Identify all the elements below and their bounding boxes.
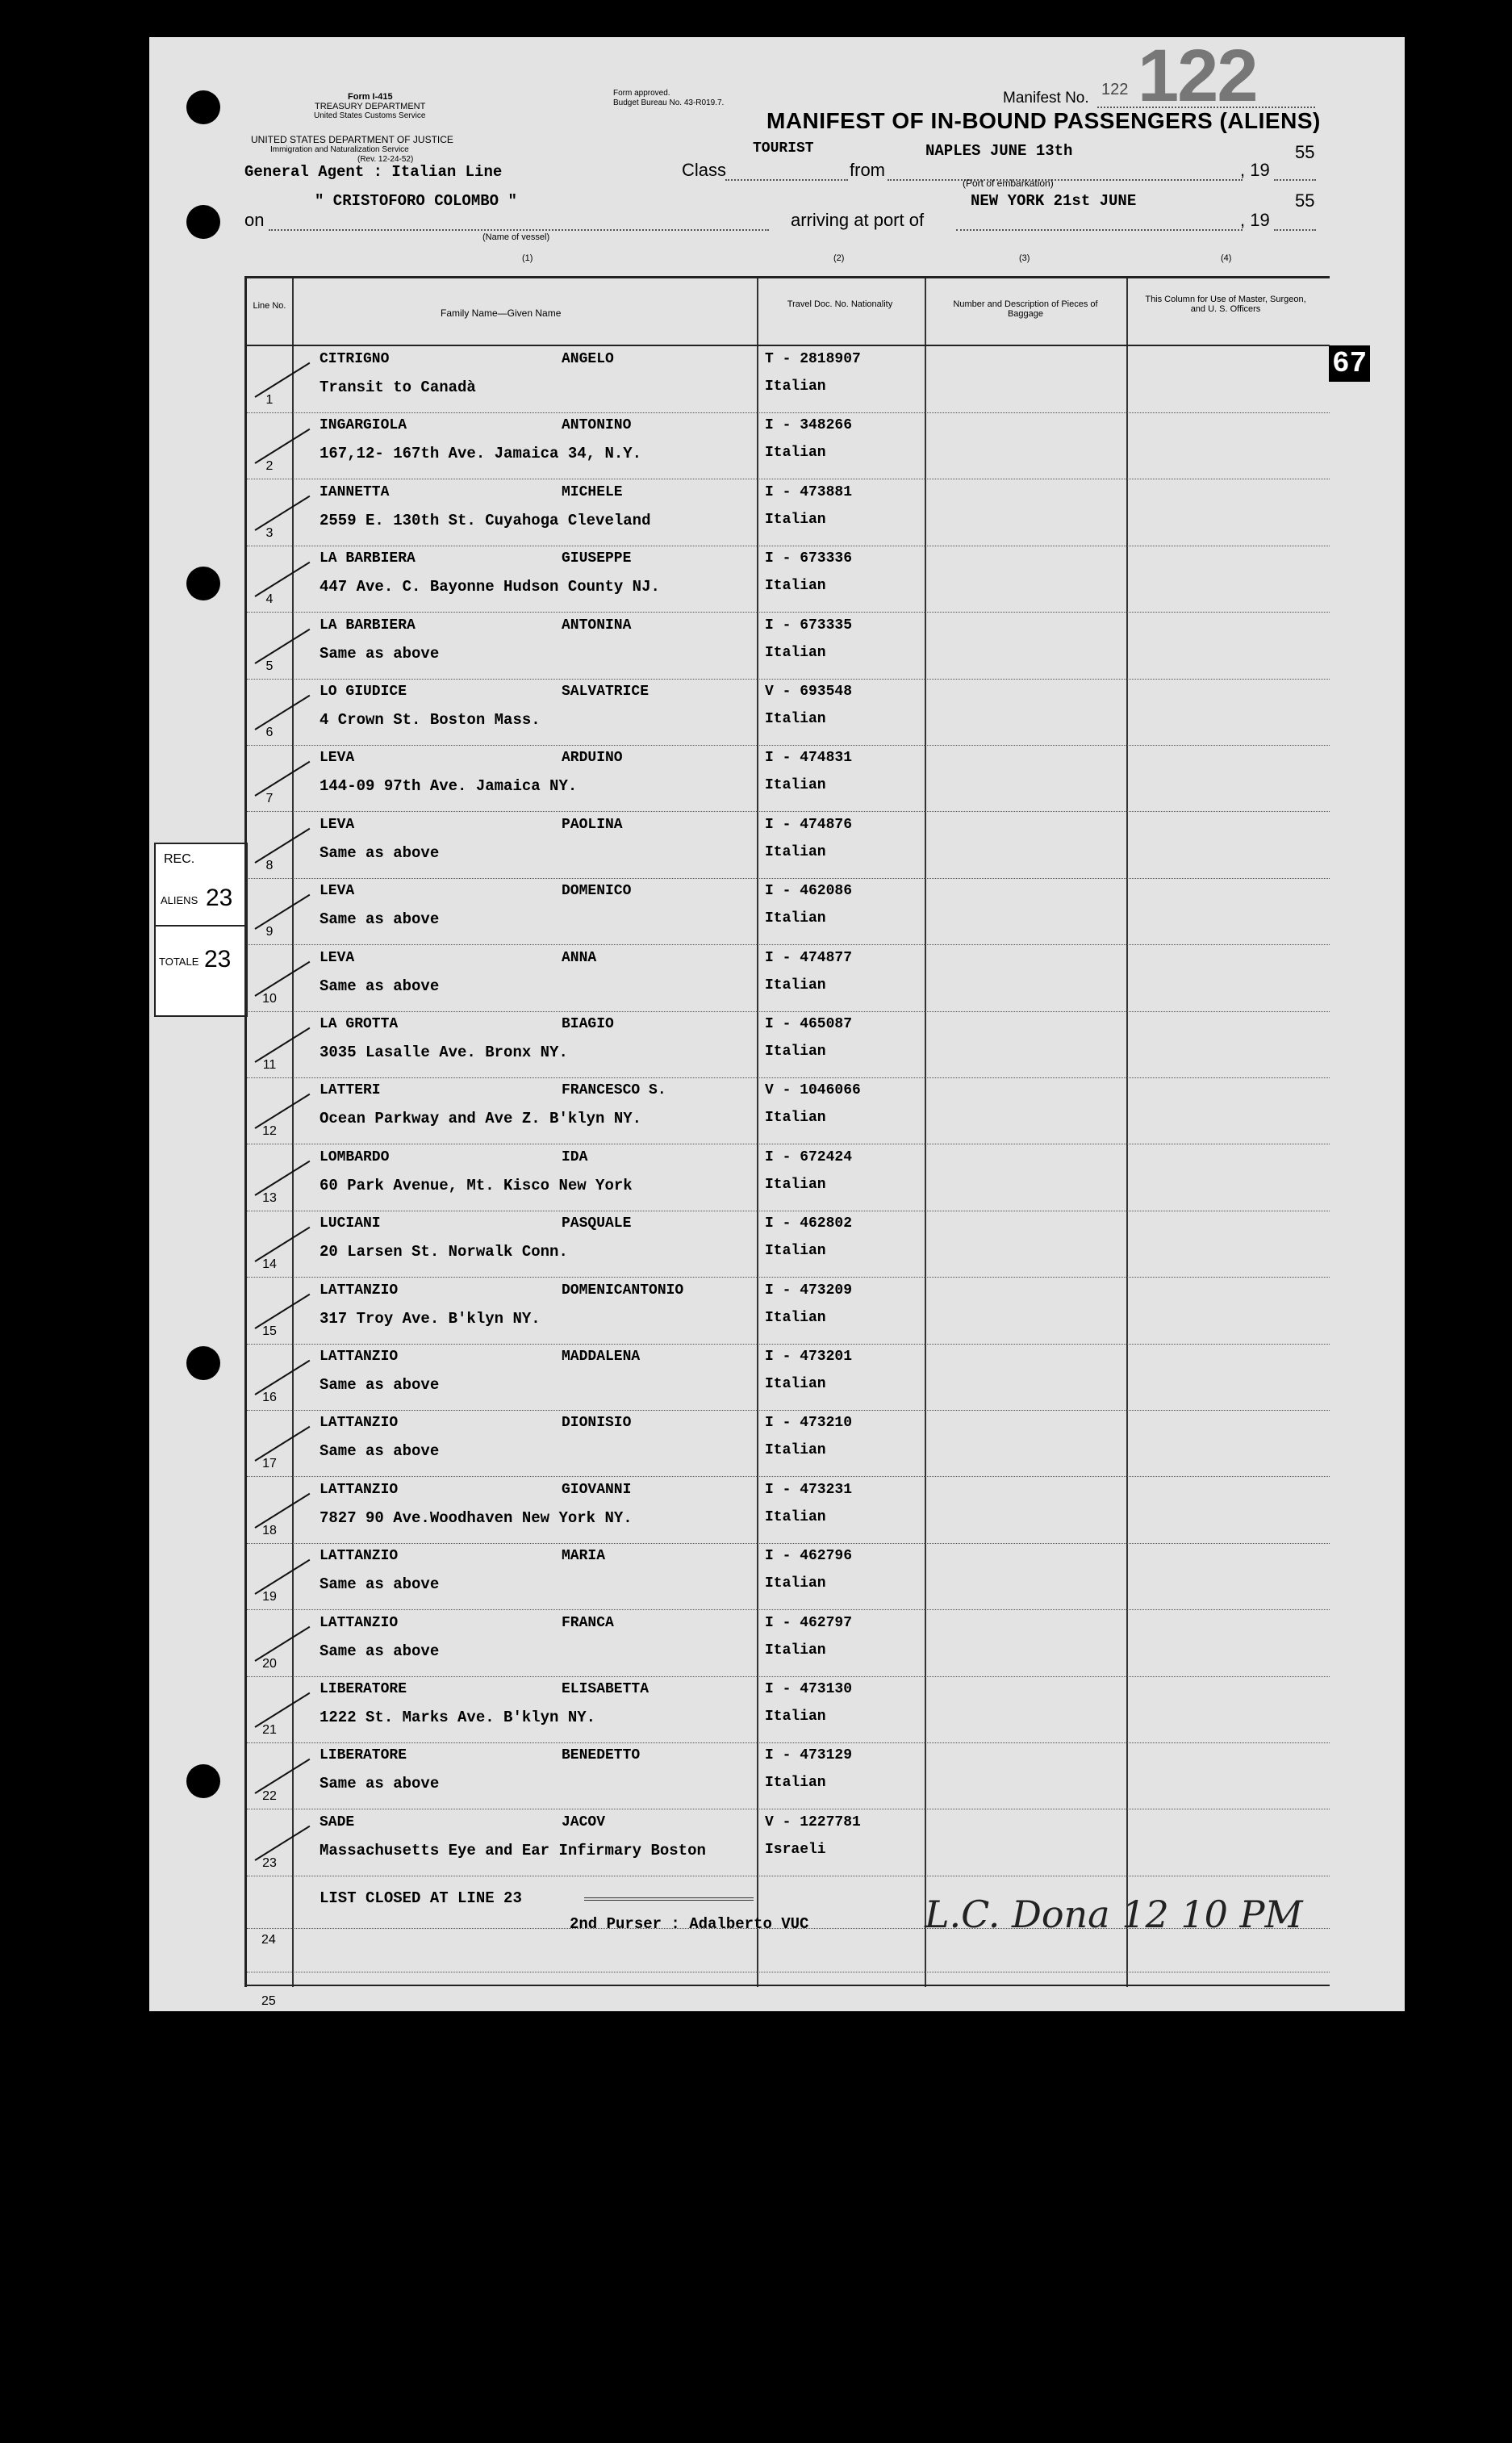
- nationality: Italian: [765, 1110, 826, 1127]
- travel-doc-no: I - 672424: [765, 1148, 853, 1165]
- family-name: LUCIANI: [320, 1215, 381, 1232]
- line-number: 19: [262, 1590, 277, 1604]
- address: Same as above: [320, 644, 440, 663]
- family-name: LATTANZIO: [320, 1614, 399, 1631]
- row-divider: [247, 745, 1330, 746]
- given-name: JACOV: [562, 1813, 606, 1830]
- row-divider: [247, 1077, 1330, 1078]
- table-row: [247, 1079, 1330, 1145]
- given-name: ANNA: [562, 949, 597, 966]
- nationality: Italian: [765, 445, 826, 462]
- family-name: CITRIGNO: [320, 351, 390, 367]
- nationality: Italian: [765, 1044, 826, 1060]
- table-row: [247, 1013, 1330, 1079]
- table-row: [247, 1146, 1330, 1212]
- address: Massachusetts Eye and Ear Infirmary Boston: [320, 1841, 706, 1859]
- travel-doc-no: I - 462796: [765, 1548, 853, 1565]
- row-divider: [247, 878, 1330, 879]
- binder-hole: [186, 1346, 220, 1380]
- line-number: 5: [265, 659, 274, 673]
- row-divider: [247, 1277, 1330, 1278]
- travel-doc-no: I - 473201: [765, 1349, 853, 1365]
- table-row: [247, 547, 1330, 613]
- given-name: ANTONINA: [562, 617, 632, 634]
- address: 2559 E. 130th St. Cuyahoga Cleveland: [320, 511, 651, 529]
- customs-service: United States Customs Service: [314, 111, 426, 120]
- address: Same as above: [320, 1642, 440, 1660]
- given-name: FRANCESCO S.: [562, 1082, 666, 1099]
- address: 7827 90 Ave.Woodhaven New York NY.: [320, 1508, 633, 1527]
- nationality: Italian: [765, 910, 826, 927]
- address: Same as above: [320, 1376, 440, 1394]
- travel-doc-no: I - 462086: [765, 883, 853, 900]
- address: Same as above: [320, 1775, 440, 1793]
- table-row: [247, 1479, 1330, 1545]
- from-label: from: [850, 160, 885, 180]
- nationality: Italian: [765, 1309, 826, 1326]
- nationality: Italian: [765, 843, 826, 860]
- address: Same as above: [320, 843, 440, 862]
- arriving-value: NEW YORK 21st JUNE: [971, 192, 1137, 210]
- general-agent: General Agent : Italian Line: [244, 163, 503, 181]
- header-travel-doc: Travel Doc. No. Nationality: [787, 299, 893, 309]
- nationality: Italian: [765, 777, 826, 794]
- table-row: [247, 947, 1330, 1013]
- line-number: 14: [262, 1257, 277, 1272]
- total-value: 23: [204, 946, 232, 973]
- row-divider: [247, 679, 1330, 680]
- row-divider: [247, 1609, 1330, 1610]
- travel-doc-no: I - 673335: [765, 617, 853, 634]
- line-number: 7: [265, 792, 274, 806]
- family-name: LEVA: [320, 883, 355, 900]
- nationality: Italian: [765, 578, 826, 595]
- col-num-4: (4): [1221, 253, 1232, 263]
- given-name: GIOVANNI: [562, 1481, 632, 1498]
- given-name: MARIA: [562, 1548, 606, 1565]
- table-row: [247, 481, 1330, 547]
- given-name: GIUSEPPE: [562, 550, 632, 567]
- travel-doc-no: V - 693548: [765, 684, 853, 700]
- family-name: LA BARBIERA: [320, 550, 416, 567]
- family-name: LEVA: [320, 816, 355, 833]
- line-number: 13: [262, 1190, 277, 1205]
- ins-service: Immigration and Naturalization Service: [270, 145, 409, 154]
- table-row: [247, 1678, 1330, 1744]
- line-number-24: 24: [261, 1933, 276, 1947]
- given-name: PAOLINA: [562, 816, 623, 833]
- travel-doc-no: V - 1046066: [765, 1082, 861, 1099]
- row-divider: [247, 811, 1330, 812]
- family-name: LATTANZIO: [320, 1481, 399, 1498]
- total-label: TOTALE: [159, 956, 199, 968]
- address: 20 Larsen St. Norwalk Conn.: [320, 1243, 568, 1261]
- address: 3035 Lasalle Ave. Bronx NY.: [320, 1044, 568, 1061]
- travel-doc-no: I - 473231: [765, 1481, 853, 1498]
- from-value: NAPLES JUNE 13th: [925, 142, 1073, 160]
- revision: (Rev. 12-24-52): [357, 155, 414, 164]
- line-number: 23: [262, 1855, 277, 1870]
- family-name: LATTANZIO: [320, 1282, 399, 1299]
- address: 144-09 97th Ave. Jamaica NY.: [320, 777, 578, 796]
- family-name: LEVA: [320, 949, 355, 966]
- list-closed: LIST CLOSED AT LINE 23: [320, 1889, 522, 1907]
- line-number: 21: [262, 1723, 277, 1737]
- header-baggage: Number and Description of Pieces of Baggage: [953, 299, 1098, 319]
- given-name: DIONISIO: [562, 1415, 632, 1432]
- nationality: Italian: [765, 379, 826, 395]
- officer-signature: L.C. Dona 12 10 PM: [925, 1893, 1303, 1936]
- given-name: IDA: [562, 1148, 588, 1165]
- given-name: ANGELO: [562, 351, 614, 367]
- line-number: 8: [265, 858, 274, 872]
- line-number: 4: [265, 592, 274, 607]
- year-prefix-1: , 19: [1240, 160, 1270, 180]
- address: 447 Ave. C. Bayonne Hudson County NJ.: [320, 578, 660, 596]
- table-row: [247, 1545, 1330, 1611]
- table-row: [247, 1412, 1330, 1478]
- family-name: LO GIUDICE: [320, 684, 407, 700]
- class-value: TOURIST: [753, 140, 814, 157]
- given-name: MADDALENA: [562, 1349, 641, 1365]
- line-number: 11: [262, 1058, 277, 1072]
- travel-doc-no: I - 348266: [765, 417, 853, 434]
- line-number: 17: [262, 1457, 277, 1471]
- address: Same as above: [320, 1442, 440, 1461]
- manifest-no-stamp: 122: [1138, 35, 1257, 117]
- nationality: Italian: [765, 711, 826, 727]
- travel-doc-no: I - 473881: [765, 483, 853, 500]
- address: Same as above: [320, 910, 440, 929]
- address: 4 Crown St. Boston Mass.: [320, 711, 541, 729]
- line-number: 10: [262, 991, 277, 1006]
- binder-hole: [186, 1764, 220, 1798]
- given-name: PASQUALE: [562, 1215, 632, 1232]
- row-divider: [247, 1410, 1330, 1411]
- aliens-label: ALIENS: [161, 894, 198, 906]
- travel-doc-no: I - 473129: [765, 1747, 853, 1764]
- address: Transit to Canadà: [320, 379, 476, 396]
- header-master: This Column for Use of Master, Surgeon, and U. S. Officers: [1145, 295, 1306, 314]
- given-name: ANTONINO: [562, 417, 632, 434]
- line-number: 16: [262, 1391, 277, 1404]
- travel-doc-no: I - 465087: [765, 1016, 853, 1032]
- manifest-table: [244, 276, 1330, 2008]
- vessel-name: " CRISTOFORO COLOMBO ": [315, 192, 517, 210]
- row-divider: [247, 1742, 1330, 1743]
- family-name: LA BARBIERA: [320, 617, 416, 634]
- year-1: 55: [1295, 142, 1315, 162]
- row-divider: [247, 412, 1330, 413]
- travel-doc-no: V - 1227781: [765, 1813, 861, 1830]
- address: Ocean Parkway and Ave Z. B'klyn NY.: [320, 1110, 642, 1128]
- family-name: LATTANZIO: [320, 1548, 399, 1565]
- row-divider: [247, 1476, 1330, 1477]
- given-name: DOMENICANTONIO: [562, 1282, 684, 1299]
- table-row: [247, 747, 1330, 813]
- year-prefix-2: , 19: [1240, 210, 1270, 230]
- line-number: 22: [262, 1789, 277, 1804]
- table-row: [247, 1212, 1330, 1278]
- table-row: [247, 414, 1330, 480]
- col-num-1: (1): [522, 253, 533, 263]
- budget-bureau: Budget Bureau No. 43-R019.7.: [613, 98, 725, 107]
- line-number-25: 25: [261, 1994, 276, 2008]
- table-row: [247, 614, 1330, 680]
- given-name: ARDUINO: [562, 750, 623, 767]
- vessel-caption: (Name of vessel): [482, 232, 550, 242]
- manifest-no-typed: 122: [1101, 81, 1129, 98]
- travel-doc-no: I - 473210: [765, 1415, 853, 1432]
- col-num-3: (3): [1019, 253, 1030, 263]
- binder-hole: [186, 205, 220, 239]
- nationality: Italian: [765, 1508, 826, 1525]
- given-name: BIAGIO: [562, 1016, 614, 1032]
- header-line-no: Line No.: [253, 301, 286, 311]
- manifest-no-label: Manifest No.: [1003, 90, 1089, 107]
- row-divider: [247, 1543, 1330, 1544]
- col-num-2: (2): [833, 253, 845, 263]
- family-name: IANNETTA: [320, 483, 390, 500]
- given-name: DOMENICO: [562, 883, 632, 900]
- nationality: Italian: [765, 511, 826, 528]
- family-name: LIBERATORE: [320, 1747, 407, 1764]
- family-name: INGARGIOLA: [320, 417, 407, 434]
- on-label: on: [244, 210, 265, 230]
- table-row: [247, 1811, 1330, 1877]
- table-row: [247, 348, 1330, 414]
- line-number: 20: [262, 1656, 277, 1671]
- line-number: 12: [262, 1124, 277, 1139]
- port-embarkation-caption: (Port of embarkation): [963, 178, 1054, 189]
- sheet-number: 67: [1329, 345, 1370, 382]
- table-row: [247, 1279, 1330, 1345]
- row-divider: [247, 944, 1330, 945]
- nationality: Italian: [765, 1442, 826, 1459]
- purser: 2nd Purser : Adalberto VUC: [570, 1915, 809, 1933]
- travel-doc-no: I - 474831: [765, 750, 853, 767]
- form-approved: Form approved.: [613, 89, 670, 98]
- manifest-title: MANIFEST OF IN-BOUND PASSENGERS (ALIENS): [766, 108, 1321, 133]
- receipt-stamp: [154, 843, 248, 1017]
- address: 167,12- 167th Ave. Jamaica 34, N.Y.: [320, 445, 642, 463]
- nationality: Israeli: [765, 1841, 826, 1858]
- given-name: MICHELE: [562, 483, 623, 500]
- line-number: 1: [265, 393, 274, 407]
- given-name: ELISABETTA: [562, 1681, 649, 1697]
- row-divider: [247, 1676, 1330, 1677]
- header-name: Family Name—Given Name: [441, 307, 562, 319]
- table-row: [247, 1744, 1330, 1810]
- nationality: Italian: [765, 977, 826, 994]
- travel-doc-no: I - 473209: [765, 1282, 853, 1299]
- table-row: [247, 814, 1330, 880]
- address: Same as above: [320, 1575, 440, 1594]
- nationality: Italian: [765, 1376, 826, 1392]
- address: 317 Troy Ave. B'klyn NY.: [320, 1309, 541, 1328]
- treasury-department: TREASURY DEPARTMENT: [315, 102, 426, 111]
- binder-hole: [186, 567, 220, 600]
- family-name: LOMBARDO: [320, 1148, 390, 1165]
- family-name: LATTANZIO: [320, 1415, 399, 1432]
- line-number: 18: [262, 1523, 277, 1537]
- nationality: Italian: [765, 1775, 826, 1792]
- table-row: [247, 1345, 1330, 1412]
- manifest-page: [149, 37, 1405, 2011]
- address: 60 Park Avenue, Mt. Kisco New York: [320, 1176, 633, 1194]
- family-name: LA GROTTA: [320, 1016, 399, 1032]
- line-number: 9: [265, 925, 274, 939]
- rec-label: REC.: [164, 852, 195, 866]
- aliens-value: 23: [206, 885, 233, 911]
- form-number: Form I-415: [348, 92, 393, 102]
- line-number: 2: [265, 459, 274, 474]
- family-name: LATTANZIO: [320, 1349, 399, 1365]
- row-divider: [247, 612, 1330, 613]
- nationality: Italian: [765, 644, 826, 661]
- dept-justice: UNITED STATES DEPARTMENT OF JUSTICE: [251, 134, 453, 145]
- nationality: Italian: [765, 1709, 826, 1725]
- travel-doc-no: I - 673336: [765, 550, 853, 567]
- table-row: [247, 1612, 1330, 1678]
- nationality: Italian: [765, 1243, 826, 1260]
- nationality: Italian: [765, 1642, 826, 1659]
- family-name: LIBERATORE: [320, 1681, 407, 1697]
- family-name: SADE: [320, 1813, 355, 1830]
- travel-doc-no: I - 473130: [765, 1681, 853, 1697]
- class-label: Class: [682, 160, 727, 180]
- line-number: 6: [265, 726, 274, 739]
- travel-doc-no: I - 474877: [765, 949, 853, 966]
- family-name: LEVA: [320, 750, 355, 767]
- row-divider: [247, 1344, 1330, 1345]
- line-number: 15: [262, 1324, 277, 1338]
- travel-doc-no: I - 462797: [765, 1614, 853, 1631]
- given-name: FRANCA: [562, 1614, 614, 1631]
- given-name: BENEDETTO: [562, 1747, 641, 1764]
- given-name: SALVATRICE: [562, 684, 649, 700]
- family-name: LATTERI: [320, 1082, 381, 1099]
- travel-doc-no: T - 2818907: [765, 351, 861, 367]
- address: 1222 St. Marks Ave. B'klyn NY.: [320, 1709, 596, 1726]
- nationality: Italian: [765, 1176, 826, 1193]
- binder-hole: [186, 90, 220, 124]
- address: Same as above: [320, 977, 440, 995]
- travel-doc-no: I - 474876: [765, 816, 853, 833]
- line-number: 3: [265, 525, 274, 540]
- year-2: 55: [1295, 190, 1315, 211]
- travel-doc-no: I - 462802: [765, 1215, 853, 1232]
- table-row: [247, 880, 1330, 946]
- arriving-label: arriving at port of: [791, 210, 925, 230]
- row-divider: [247, 1011, 1330, 1012]
- nationality: Italian: [765, 1575, 826, 1592]
- table-row: [247, 680, 1330, 747]
